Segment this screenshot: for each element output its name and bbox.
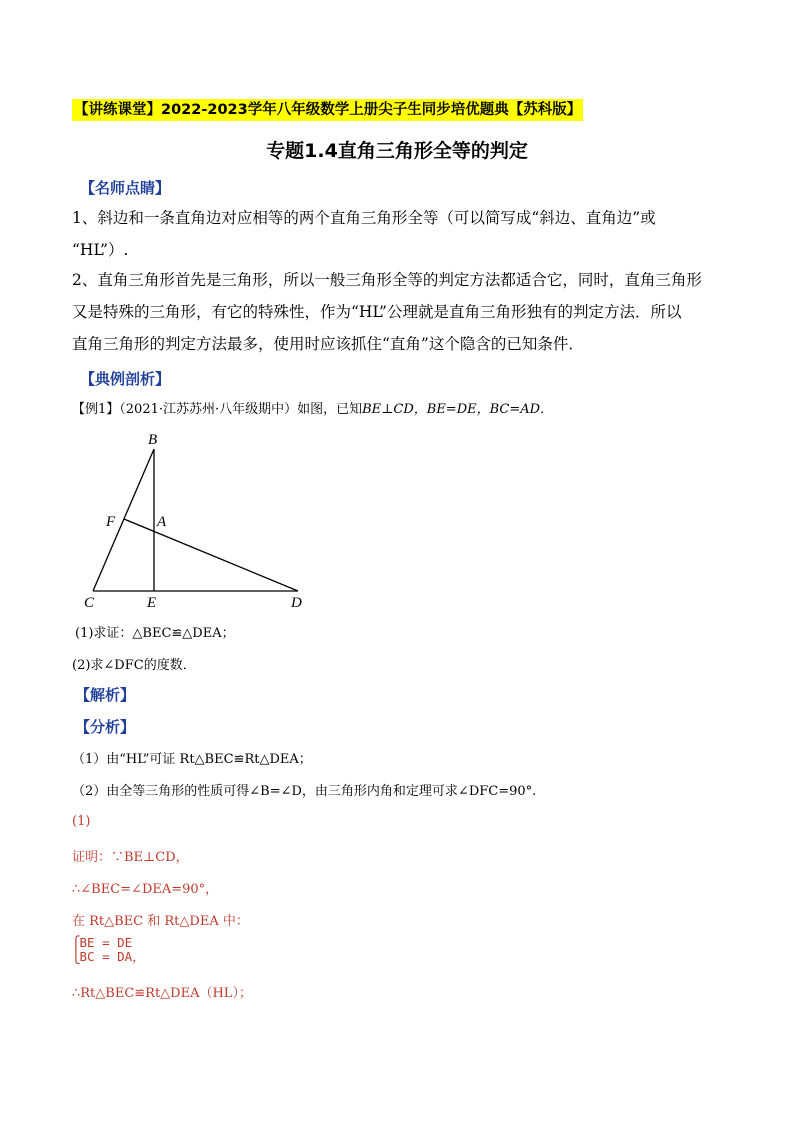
label-e: E [147, 595, 157, 611]
section-heading-example: 【典例剖析】 [80, 370, 171, 388]
note-paragraph-2-line-3: 直角三角形的判定方法最多，使用时应该抓住“直角”这个隐含的已知条件． [72, 335, 584, 353]
example-intro-text: 【例1】（2021·江苏苏州·八年级期中）如图，已知 [72, 402, 363, 417]
segment-fd [124, 519, 298, 591]
label-c: C [84, 595, 95, 611]
proof-conclusion: ∴Rt△BEC≌Rt△DEA（HL）； [72, 986, 252, 1001]
question-2: (2)求∠DFC的度数． [72, 658, 196, 673]
question-1: (1)求证：△BEC≌△DEA； [75, 626, 235, 641]
analysis-step-2: （2）由全等三角形的性质可得∠B=∠D，由三角形内角和定理可求∠DFC=90°. [72, 784, 537, 799]
note-paragraph-1-line-1: 1、斜边和一条直角边对应相等的两个直角三角形全等（可以简写成“斜边、直角边”或 [72, 209, 656, 227]
label-a: A [157, 514, 167, 530]
analysis-step-1: （1）由“HL”可证 Rt△BEC≌Rt△DEA； [72, 752, 312, 767]
section-heading-analysis: 【解析】 [75, 686, 136, 704]
label-d: D [291, 595, 302, 611]
segment-bc [93, 449, 154, 591]
section-heading-breakdown: 【分析】 [75, 718, 136, 736]
example-intro-math: BE⊥CD，BE=DE，BC=AD． [362, 402, 554, 417]
label-b: B [148, 432, 158, 448]
proof-condition-be-de: ⎧BE = DE [72, 935, 133, 950]
proof-line-3: 在 Rt△BEC 和 Rt△DEA 中： [72, 914, 249, 929]
note-paragraph-2-line-2: 又是特殊的三角形，有它的特殊性，作为“HL”公理就是直角三角形独有的判定方法．所以 [72, 303, 682, 321]
note-paragraph-1-line-2: “HL”）. [72, 241, 129, 259]
series-banner: 【讲练课堂】2022-2023学年八年级数学上册尖子生同步培优题典【苏科版】 [72, 99, 583, 121]
proof-condition-system [72, 936, 145, 964]
section-heading-teacher-notes: 【名师点睛】 [80, 179, 171, 197]
solution-part-1-label: (1) [72, 814, 91, 829]
page-title: 专题1.4直角三角形全等的判定 [266, 140, 528, 162]
example-intro [72, 398, 553, 417]
proof-line-2: ∴∠BEC=∠DEA=90°， [72, 882, 219, 897]
triangle-figure [80, 428, 320, 613]
note-paragraph-2-line-1: 2、直角三角形首先是三角形，所以一般三角形全等的判定方法都适合它，同时，直角三角形 [72, 271, 702, 289]
proof-condition-bc-da: ⎩BC = DA， [72, 949, 145, 964]
label-f: F [106, 514, 116, 530]
proof-line-1: 证明：∵BE⊥CD， [72, 850, 189, 865]
